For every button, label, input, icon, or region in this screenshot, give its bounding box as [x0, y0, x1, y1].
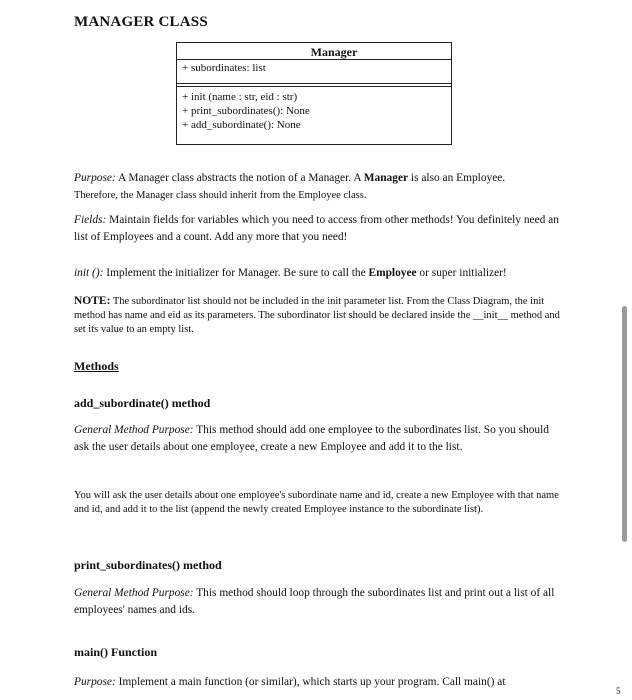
print-subordinates-heading: print_subordinates() method — [74, 558, 222, 572]
add-subordinate-detail: You will ask the user details about one employee's subordinate name and id, create a new Employee with that name and id, and add it to the list (append the newly created Employee instance to the subordinate list). — [74, 490, 559, 515]
uml-divider — [177, 59, 451, 60]
add-subordinate-purpose-label: General Method Purpose: — [74, 424, 194, 436]
purpose-label: Purpose: — [74, 172, 116, 184]
uml-method: + print_subordinates(): None — [182, 105, 310, 117]
note-label: NOTE: — [74, 295, 111, 307]
print-subordinates-purpose-text: This method should loop through the subordinates list and print out a list of all employees' names and ids. — [74, 587, 555, 616]
init-label: init (): — [74, 267, 104, 279]
fields-label: Fields: — [74, 214, 107, 226]
init-paragraph — [74, 265, 574, 282]
page-title: MANAGER CLASS — [74, 14, 208, 30]
uml-divider — [177, 86, 451, 87]
purpose-paragraph — [74, 170, 562, 204]
main-function-heading: main() Function — [74, 645, 158, 659]
fields-paragraph — [74, 212, 562, 246]
uml-method: + add_subordinate(): None — [182, 119, 301, 131]
note-paragraph — [74, 294, 562, 337]
print-subordinates-purpose-label: General Method Purpose: — [74, 587, 194, 599]
init-text-end: or super initializer! — [416, 267, 507, 279]
methods-heading: Methods — [74, 359, 119, 373]
purpose-line2: Therefore, the Manager class should inherit from the Employee class. — [74, 190, 367, 201]
add-subordinate-purpose — [74, 422, 562, 456]
uml-attribute: + subordinates: list — [182, 62, 266, 74]
main-function-purpose — [74, 674, 574, 691]
purpose-text: A Manager class abstracts the notion of a Manager. A — [115, 172, 364, 184]
fields-text: Maintain fields for variables which you need to access from other methods! You definitely need an list of Employees and a count. Add any more that you need! — [74, 214, 559, 243]
uml-method: + init (name : str, eid : str) — [182, 91, 298, 103]
note-text: The subordinator list should not be included in the init parameter list. From the Class Diagram, the init method has name and eid as its parameters. The subordinator list should be declared inside the __init__ method and set its value to an empty list. — [74, 296, 560, 335]
purpose-bold: Manager — [363, 172, 409, 184]
add-subordinate-heading: add_subordinate() method — [74, 396, 211, 410]
vertical-scrollbar[interactable] — [622, 306, 627, 542]
add-subordinate-purpose-text: This method should add one employee to the subordinates list. So you should ask the user details about one employee, create a new Employee and add it to the list. — [74, 424, 549, 453]
uml-class-diagram — [176, 42, 452, 145]
main-function-purpose-text: Implement a main function (or similar), which starts up your program. Call main() at — [115, 676, 506, 688]
page-number: 5 — [616, 686, 621, 696]
uml-divider — [177, 83, 451, 84]
uml-class-name: Manager — [310, 45, 358, 59]
init-bold: Employee — [368, 267, 417, 279]
print-subordinates-purpose — [74, 585, 562, 619]
init-text: Implement the initializer for Manager. Be sure to call the — [103, 267, 369, 279]
purpose-text-end: is also an Employee. — [408, 172, 506, 184]
main-function-purpose-label: Purpose: — [74, 676, 116, 688]
